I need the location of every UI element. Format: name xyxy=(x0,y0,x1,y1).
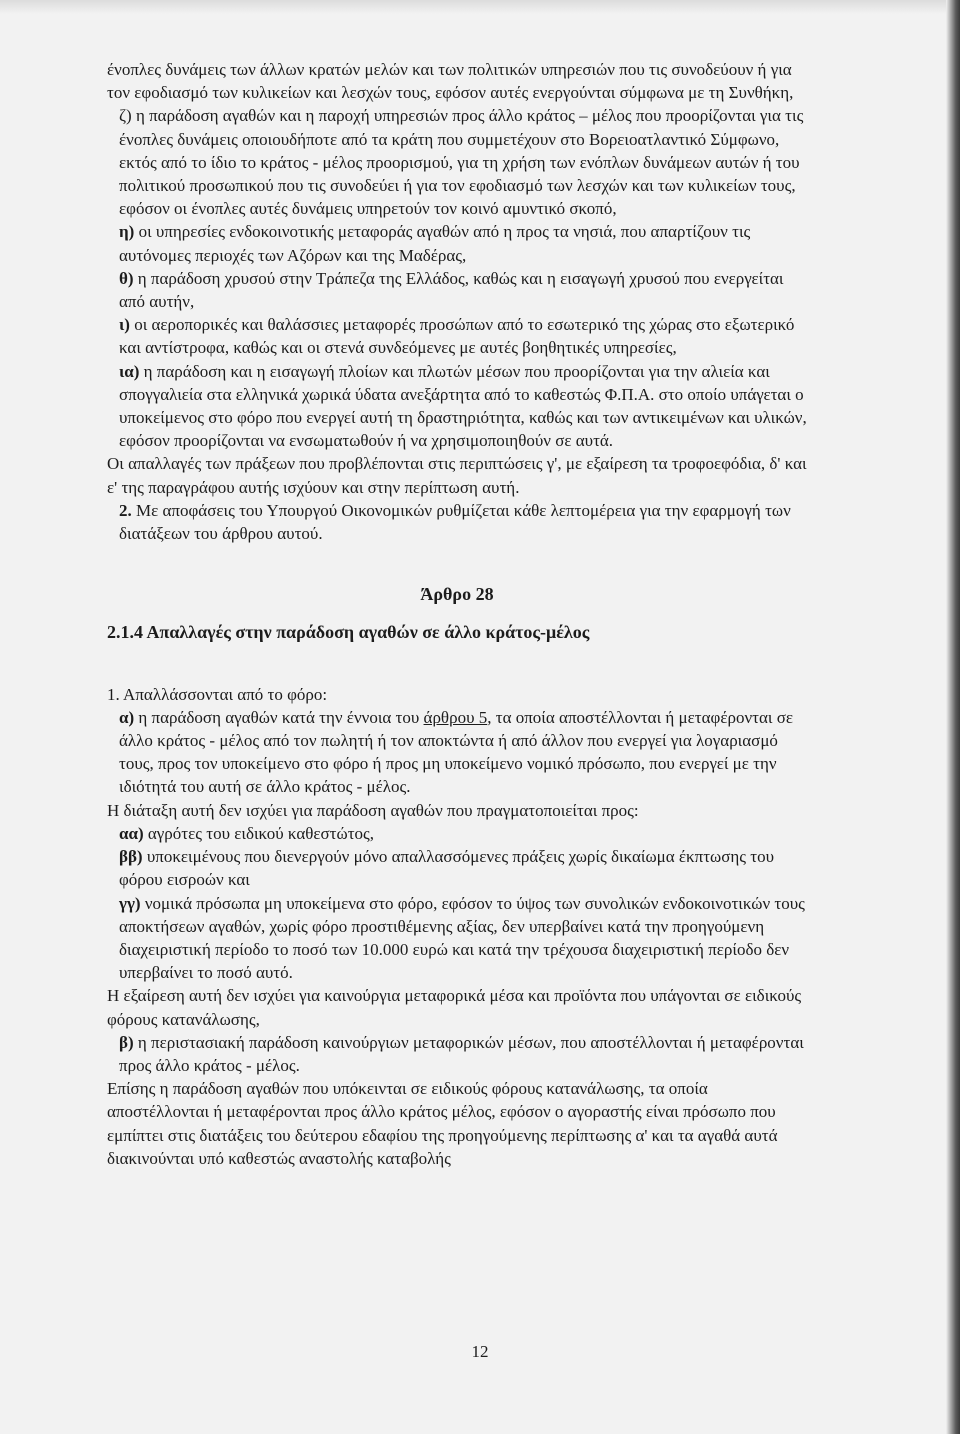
document-page xyxy=(107,58,807,1170)
scan-edge-top xyxy=(0,0,960,14)
page-number: 12 xyxy=(471,1342,489,1361)
scan-edge-right xyxy=(946,0,960,1434)
paragraph-2 xyxy=(107,499,807,545)
item-aa xyxy=(107,822,807,845)
rule-paragraph: Η διάταξη αυτή δεν ισχύει για παράδοση αγαθών που πραγματοποιείται προς: xyxy=(107,800,639,820)
item-text: η παράδοση χρυσού στην Τράπεζα της Ελλάδος, καθώς και η εισαγωγή χρυσού που ενεργείται από αυτήν, xyxy=(119,268,784,312)
item-label: ι) xyxy=(119,315,130,335)
item-a xyxy=(107,706,807,799)
item-b xyxy=(107,1031,807,1077)
paragraph-1-intro: 1. Απαλλάσσονται από το φόρο: xyxy=(107,684,328,704)
article-5-link[interactable]: άρθρου 5 xyxy=(423,707,488,727)
item-label: β) xyxy=(119,1032,134,1052)
item-text: η παράδοση αγαθών και η παροχή υπηρεσιών προς άλλο κράτος – μέλος που προορίζονται για τις ένοπλες δυνάμεις οποιουδήποτε από τα κράτη που συμμετέχουν στο Βορειοατλαντικό Σύμφωνο, εκτός από το ίδιο το κράτος - μέλος προορισμού, για τη χρήση των ενόπλων δυνάμεων αυτών ή του πολιτικού προσωπικού που τις συνοδεύει ή για τον εφοδιασμό των λεσχών και των κυλικείων τους, εφόσον οι ένοπλες αυτές δυνάμεις υπηρετούν τον κοινό αμυντικό σκοπό, xyxy=(119,106,804,219)
item-text: οι υπηρεσίες ενδοκοινοτικής μεταφοράς αγαθών από η προς τα νησιά, που απαρτίζουν τις αυτόνομες περιοχές των Αζόρων και της Μαδέρας, xyxy=(119,222,751,265)
item-bb xyxy=(107,845,807,891)
item-text: η παράδοση αγαθών κατά την έννοια του xyxy=(134,707,424,727)
item-text: υποκειμένους που διενεργούν μόνο απαλλασσόμενες πράξεις χωρίς δικαίωμα έκπτωσης του φόρου εισροών και xyxy=(119,847,775,890)
item-h xyxy=(107,220,807,266)
item-label: αα) xyxy=(119,823,144,843)
item-text: , τα οποία αποστέλλονται ή μεταφέρονται σε άλλο κράτος - μέλος από τον πωλητή ή τον αποκτώντα ή από άλλον που ενεργεί για λογαριασμό τους, προς τον υποκείμενο στο φόρο ή προς μη υποκείμενο νομικό πρόσωπο, που ενεργεί με την ιδιότητά του αυτή σε άλλο κράτος - μέλος. xyxy=(119,707,794,797)
item-z xyxy=(107,104,807,220)
item-label: ια) xyxy=(119,361,140,381)
item-i xyxy=(107,313,807,359)
item-th xyxy=(107,267,807,313)
item-text: η παράδοση και η εισαγωγή πλοίων και πλωτών μέσων που προορίζονται για την αλιεία και σπογγαλιεία στα ελληνικά χωρικά ύδατα ανεξάρτητα από το καθεστώς Φ.Π.Α. στο οποίο υπάγεται ο υποκείμενος στο φόρο που ενεργεί αυτή τη δραστηριότητα, καθώς και των αντικειμένων και υλικών, εφόσον προορίζονται να ενσωματωθούν ή να χρησιμοποιηθούν σε αυτά. xyxy=(119,361,807,451)
article-title: Άρθρο 28 xyxy=(420,584,494,605)
item-ia xyxy=(107,360,807,453)
item-label: η) xyxy=(119,222,135,242)
item-text: οι αεροπορικές και θαλάσσιες μεταφορές προσώπων από το εσωτερικό της χώρας στο εξωτερικό και αντίστροφα, καθώς και οι στενά συνδεόμενες με αυτές βοηθητικές υπηρεσίες, xyxy=(119,315,795,358)
paragraph-text: Με αποφάσεις του Υπουργού Οικονομικών ρυθμίζεται κάθε λεπτομέρεια για την εφαρμογή των διατάξεων του άρθρου αυτού. xyxy=(119,500,791,544)
item-label: α) xyxy=(119,707,135,727)
item-label: ζ) xyxy=(119,106,132,126)
exemptions-paragraph: Οι απαλλαγές των πράξεων που προβλέπονται στις περιπτώσεις γ', με εξαίρεση τα τροφοεφόδια, δ' και ε' της παραγράφου αυτής ισχύουν και στην περίπτωση αυτή. xyxy=(107,454,807,497)
item-label: γγ) xyxy=(119,893,141,913)
paragraph-number: 2. xyxy=(119,500,132,520)
item-text: νομικά πρόσωπα μη υποκείμενα στο φόρο, εφόσον το ύψος των συνολικών ενδοκοινοτικών τους αποκτήσεων αγαθών, χωρίς φόρο προστιθέμενης αξίας, δεν υπερβαίνει κατά την προηγούμενη διαχειριστική περίοδο το ποσό των 10.000 ευρώ και κατά την τρέχουσα διαχειριστική περίοδο δεν υπερβαίνει το ποσό αυτό. xyxy=(119,893,805,983)
item-label: θ) xyxy=(119,268,134,288)
section-title: 2.1.4 Απαλλαγές στην παράδοση αγαθών σε άλλο κράτος-μέλος xyxy=(107,622,590,643)
paragraph-continuation: ένοπλες δυνάμεις των άλλων κρατών μελών και των πολιτικών υπηρεσιών που τις συνοδεύουν ή για τον εφοδιασμό των κυλικείων και λεσχών τους, εφόσον αυτές ενεργούνται σύμφωνα με τη Συνθήκη, xyxy=(107,60,794,103)
item-text: η περιστασιακή παράδοση καινούργιων μεταφορικών μέσων, που αποστέλλονται ή μεταφέρονται προς άλλο κράτος - μέλος. xyxy=(119,1032,804,1075)
also-paragraph: Επίσης η παράδοση αγαθών που υπόκεινται σε ειδικούς φόρους κατανάλωσης, τα οποία αποστέλλονται ή μεταφέρονται προς άλλο κράτος μέλος, εφόσον ο αγοραστής είναι πρόσωπο που εμπίπτει στις διατάξεις του δεύτερου εδαφίου της προηγούμενης περίπτωσης α' και τα αγαθά αυτά διακινούνται υπό καθεστώς αναστολής καταβολής xyxy=(107,1079,778,1168)
item-label: ββ) xyxy=(119,847,143,867)
exception-paragraph: Η εξαίρεση αυτή δεν ισχύει για καινούργια μεταφορικά μέσα και προϊόντα που υπάγονται σε ειδικούς φόρους κατανάλωσης, xyxy=(107,986,802,1029)
item-text: αγρότες του ειδικού καθεστώτος, xyxy=(143,823,375,843)
item-gg xyxy=(107,892,807,985)
